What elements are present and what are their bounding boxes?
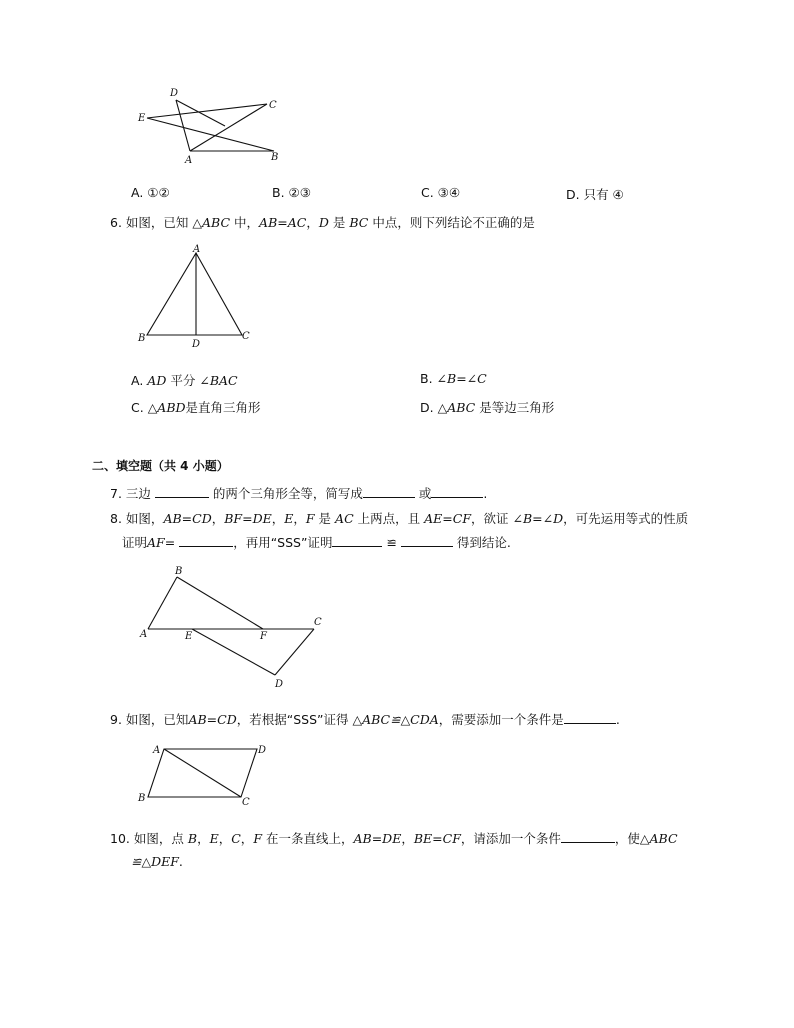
q7-blank-3[interactable] [431, 485, 483, 498]
q6-stem: 中点，则下列结论不正确的是 [372, 215, 535, 230]
q5-option-d: D. 只有 ④ [566, 187, 624, 202]
q7-text: 三边 [125, 486, 151, 501]
q10-text: ，使 [614, 831, 640, 846]
q8-question-line-2 [122, 533, 511, 551]
q8-label-c: C [314, 617, 322, 628]
q7-number: 7. [110, 486, 122, 501]
q5-option-c: C. ③④ [421, 185, 461, 200]
q10-math: ≌△DEF [131, 854, 179, 869]
q6-question [110, 213, 535, 231]
q6-option-a-letter: A. [131, 373, 144, 388]
q6-stem: 如图，已知 [125, 215, 189, 230]
q10-math: △ABC [639, 831, 678, 846]
q6-label-b: B [138, 333, 146, 344]
q8-text: 如图， [125, 511, 164, 526]
q8-text: 是 [318, 511, 332, 526]
q8-math: BF=DE [224, 511, 272, 526]
q5-option-a: A. ①② [131, 185, 170, 200]
q9-figure [132, 738, 272, 813]
q9-text: ，若根据“SSS”证得 [236, 712, 349, 727]
q8-text: ， [293, 511, 306, 526]
q10-math: C [231, 831, 241, 846]
q8-label-f: F [260, 631, 267, 642]
q8-label-e: E [185, 631, 193, 642]
q8-text: ，再用“SSS”证明 [233, 535, 333, 550]
q5-label-c: C [269, 100, 277, 111]
q10-text: 在一条直线上， [265, 831, 354, 846]
q6-option-c [131, 398, 261, 416]
q6-option-c-triangle: △ABD [147, 400, 186, 415]
q6-option-d-text: 是等边三角形 [479, 400, 555, 415]
q5-label-b: B [271, 152, 279, 163]
q8-math: AE=CF [424, 511, 471, 526]
q6-stem: 是 [332, 215, 346, 230]
q10-question-line-2 [131, 854, 183, 869]
q5-label-d: D [170, 88, 179, 99]
q10-text: ， [197, 831, 210, 846]
q10-number: 10. [110, 831, 130, 846]
q7-text: . [483, 486, 488, 501]
q10-text: . [178, 854, 183, 869]
q6-point: D [318, 215, 329, 230]
q8-text: 上两点，且 [357, 511, 421, 526]
q8-math: AF= [147, 535, 176, 550]
q6-option-a-segment: AD [147, 373, 167, 388]
q10-math: AB=DE [353, 831, 402, 846]
q9-text: ，需要添加一个条件是 [438, 712, 564, 727]
q9-blank-1[interactable] [564, 711, 616, 724]
q5-option-b: B. ②③ [272, 185, 311, 200]
q6-option-a-angle: ∠BAC [199, 373, 238, 388]
q6-option-a [131, 371, 238, 389]
q9-number: 9. [110, 712, 122, 727]
section-2-title: 二、填空题（共 4 小题） [92, 459, 229, 473]
q5-label-a: A [185, 155, 193, 166]
q7-text: 的两个三角形全等，简写成 [212, 486, 363, 501]
q5-figure [130, 80, 300, 170]
q10-math: E [209, 831, 219, 846]
q10-text: ， [240, 831, 254, 846]
q9-math: △ABC≌△CDA [352, 712, 439, 727]
q6-option-a-text: 平分 [170, 373, 196, 388]
q8-label-b: B [175, 566, 183, 577]
q8-blank-2[interactable] [332, 534, 382, 547]
q6-label-d: D [192, 339, 201, 350]
q6-option-b-letter: B. [420, 371, 433, 386]
q6-option-c-text: 是直角三角形 [185, 400, 261, 415]
q8-text: ，欲证 [471, 511, 509, 526]
q10-text: ，请添加一个条件 [460, 831, 561, 846]
q10-question-line-1 [110, 829, 678, 847]
q6-option-c-letter: C. [131, 400, 144, 415]
q6-label-c: C [242, 331, 250, 342]
q6-condition: AB=AC [259, 215, 307, 230]
q10-math: BE=CF [413, 831, 461, 846]
q6-option-d-letter: D. [420, 400, 434, 415]
q9-label-d: D [258, 745, 267, 756]
q9-label-c: C [242, 797, 250, 808]
q6-stem: 中， [234, 215, 260, 230]
q8-label-a: A [140, 629, 148, 640]
q7-blank-1[interactable] [155, 485, 209, 498]
q9-math: AB=CD [188, 712, 237, 727]
q8-blank-1[interactable] [179, 534, 233, 547]
q6-option-b [420, 371, 487, 386]
q9-label-b: B [138, 793, 146, 804]
q7-blank-2[interactable] [363, 485, 415, 498]
q8-figure [135, 563, 335, 693]
q8-question-line-1 [110, 509, 688, 527]
q6-label-a: A [193, 244, 201, 255]
q5-label-e: E [138, 113, 146, 124]
q10-math: F [253, 831, 262, 846]
q9-label-a: A [153, 745, 161, 756]
q6-segment: BC [349, 215, 369, 230]
q6-option-b-text: ∠B=∠C [436, 371, 487, 386]
q8-text: 得到结论. [456, 535, 511, 550]
q10-math: B [187, 831, 198, 846]
q10-text: ， [401, 831, 414, 846]
q8-text: 证明 [122, 535, 148, 550]
q8-number: 8. [110, 511, 122, 526]
q9-text: 如图，已知 [125, 712, 189, 727]
q8-math: AB=CD [163, 511, 212, 526]
q8-blank-3[interactable] [401, 534, 453, 547]
q6-option-d-triangle: △ABC [437, 400, 476, 415]
q8-math: E [284, 511, 294, 526]
q6-option-d [420, 398, 554, 416]
q8-math: AC [335, 511, 354, 526]
q8-math: ∠B=∠D [512, 511, 564, 526]
q8-text: ， [271, 511, 285, 526]
q8-text: ，可先运用等式的性质 [563, 511, 689, 526]
q5-figure-lines [147, 100, 274, 151]
q7-text: 或 [418, 486, 432, 501]
q6-number: 6. [110, 215, 122, 230]
q6-figure [135, 243, 255, 353]
q8-congruent-sign: ≌ [386, 535, 397, 550]
q6-triangle: △ABC [192, 215, 231, 230]
q9-text: . [615, 712, 620, 727]
q10-text: 如图，点 [133, 831, 184, 846]
q6-stem: ， [306, 215, 319, 230]
q8-label-d: D [275, 679, 284, 690]
q7-question [110, 484, 487, 502]
q8-math: F [305, 511, 315, 526]
q10-blank-1[interactable] [561, 830, 615, 843]
q9-question [110, 710, 620, 728]
q10-text: ， [218, 831, 232, 846]
q8-text: ， [211, 511, 225, 526]
